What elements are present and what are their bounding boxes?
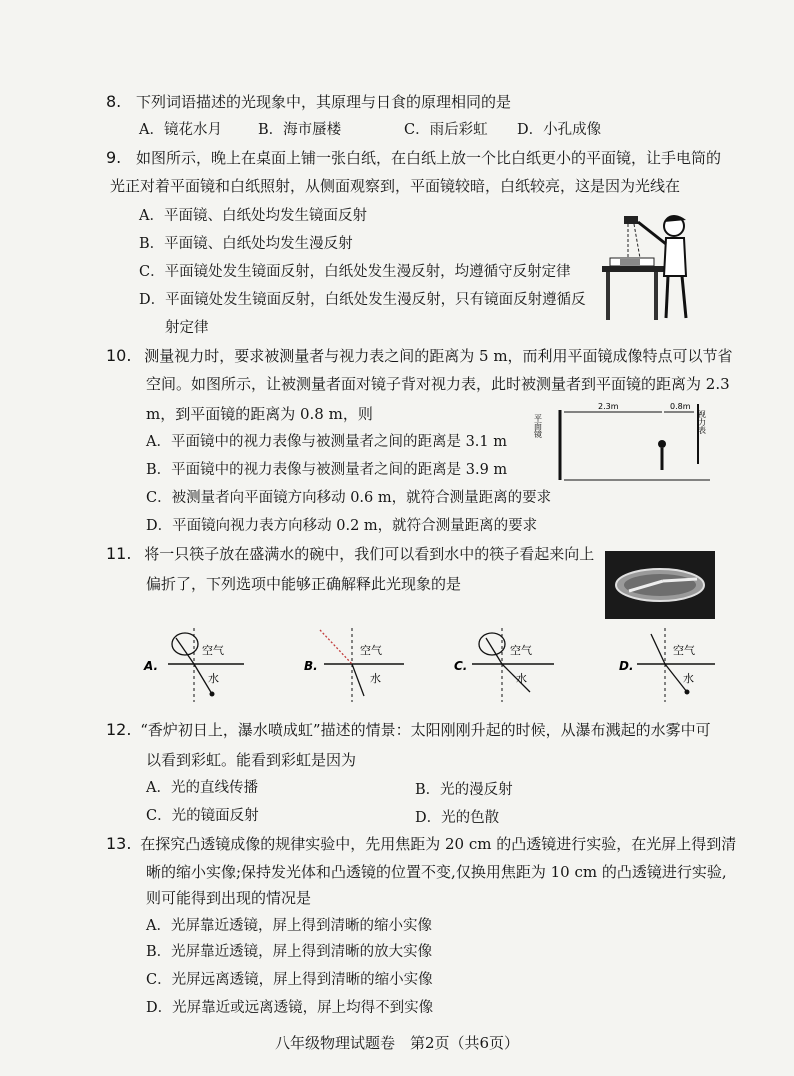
water-label: 水 bbox=[516, 672, 527, 685]
person-leg bbox=[666, 276, 668, 318]
light-ray bbox=[634, 224, 640, 258]
option-label: A. bbox=[144, 659, 159, 673]
option-b: B．光的漫反射 bbox=[415, 782, 513, 798]
refraction-option-b bbox=[300, 624, 410, 706]
option-a: A．光屏靠近透镜，屏上得到清晰的缩小实像 bbox=[146, 918, 432, 934]
option-d: D．平面镜处发生镜面反射，白纸处发生漫反射，只有镜面反射遵循反 bbox=[139, 292, 586, 308]
question-number: 8. bbox=[106, 92, 122, 111]
person-leg bbox=[682, 276, 686, 318]
person-head bbox=[658, 440, 666, 448]
water-surface bbox=[624, 574, 696, 596]
question-number: 13. bbox=[106, 834, 132, 853]
eye-icon bbox=[479, 633, 505, 655]
option-label: C. bbox=[454, 659, 468, 673]
question-stem-line: 以看到彩虹。能看到彩虹是因为 bbox=[146, 751, 357, 769]
light-ray bbox=[486, 638, 502, 664]
question-number: 12. bbox=[106, 720, 132, 739]
option-label: B. bbox=[304, 659, 318, 673]
question-11 bbox=[106, 544, 594, 564]
option-a: A．平面镜中的视力表像与被测量者之间的距离是 3.1 m bbox=[146, 434, 507, 450]
question-stem-line: “香炉初日上，瀑水喷成虹”描述的情景：太阳刚刚升起的时候，从瀑布溅起的水雾中可 bbox=[140, 721, 711, 739]
option-c: C．光的镜面反射 bbox=[146, 808, 259, 824]
chopstick-bowl-photo bbox=[605, 551, 715, 619]
distance-label: 2.3m bbox=[598, 402, 619, 411]
eye-chart-label: 视力表 bbox=[697, 410, 707, 434]
question-stem-line: m，到平面镜的距离为 0.8 m，则 bbox=[146, 405, 373, 423]
question-13 bbox=[106, 834, 736, 854]
question-stem-line: 如图所示，晚上在桌面上铺一张白纸，在白纸上放一个比白纸更小的平面镜，让手电筒的 bbox=[136, 149, 722, 167]
person-arm bbox=[638, 222, 666, 244]
eye-chart-distance-figure bbox=[534, 400, 714, 482]
option-c: C．被测量者向平面镜方向移动 0.6 m，就符合测量距离的要求 bbox=[146, 490, 552, 506]
mirror-label: 平面镜 bbox=[534, 414, 543, 438]
refraction-option-d bbox=[615, 624, 725, 706]
refraction-option-a bbox=[140, 624, 250, 706]
question-stem: 下列词语描述的光现象中，其原理与日食的原理相同的是 bbox=[136, 93, 512, 111]
table-leg bbox=[654, 272, 658, 320]
question-number: 10. bbox=[106, 346, 132, 365]
question-12 bbox=[106, 720, 711, 740]
object-point bbox=[210, 692, 215, 697]
option-d-continued: 射定律 bbox=[165, 320, 209, 336]
option-label: D. bbox=[619, 659, 634, 673]
question-stem-line: 将一只筷子放在盛满水的碗中，我们可以看到水中的筷子看起来向上 bbox=[144, 545, 595, 563]
table-leg bbox=[606, 272, 610, 320]
question-stem-line: 光正对着平面镜和白纸照射，从侧面观察到，平面镜较暗，白纸较亮，这是因为光线在 bbox=[110, 177, 681, 195]
option-c: C．光屏远离透镜，屏上得到清晰的缩小实像 bbox=[146, 972, 433, 988]
air-label: 空气 bbox=[202, 644, 224, 657]
question-stem-line: 偏折了，下列选项中能够正确解释此光现象的是 bbox=[146, 575, 462, 593]
option-c: C．平面镜处发生镜面反射，白纸处发生漫反射，均遵循守反射定律 bbox=[139, 264, 571, 280]
question-10 bbox=[106, 346, 733, 366]
flashlight-experiment-figure bbox=[600, 204, 700, 324]
light-ray bbox=[651, 634, 665, 664]
option-d: D．平面镜向视力表方向移动 0.2 m，就符合测量距离的要求 bbox=[146, 518, 538, 534]
water-label: 水 bbox=[683, 672, 694, 685]
light-ray bbox=[176, 638, 194, 664]
light-ray bbox=[320, 630, 352, 664]
question-number: 9. bbox=[106, 148, 122, 167]
option-b: B．平面镜中的视力表像与被测量者之间的距离是 3.9 m bbox=[146, 462, 508, 478]
option-c: C．雨后彩虹 bbox=[404, 122, 488, 138]
distance-label: 0.8m bbox=[670, 402, 691, 411]
question-stem-line: 在探究凸透镜成像的规律实验中，先用焦距为 20 cm 的凸透镜进行实验，在光屏上得到清 bbox=[140, 835, 737, 853]
question-8 bbox=[106, 92, 511, 112]
flashlight-icon bbox=[624, 216, 638, 224]
option-d: D．光的色散 bbox=[415, 810, 500, 826]
question-stem-line: 测量视力时，要求被测量者与视力表之间的距离为 5 m，而利用平面镜成像特点可以节省 bbox=[144, 347, 733, 365]
object-point bbox=[685, 690, 690, 695]
option-b: B．光屏靠近透镜，屏上得到清晰的放大实像 bbox=[146, 944, 433, 960]
option-a: A．平面镜、白纸处均发生镜面反射 bbox=[139, 208, 367, 224]
refraction-option-c bbox=[450, 624, 560, 706]
option-a: A．镜花水月 bbox=[139, 122, 222, 138]
water-label: 水 bbox=[208, 672, 219, 685]
option-d: D．光屏靠近或远离透镜，屏上均得不到实像 bbox=[146, 1000, 434, 1016]
question-stem-line: 空间。如图所示，让被测量者面对镜子背对视力表，此时被测量者到平面镜的距离为 2.3 bbox=[146, 375, 730, 393]
question-number: 11. bbox=[106, 544, 132, 563]
option-a: A．光的直线传播 bbox=[146, 780, 258, 796]
question-stem-line: 则可能得到出现的情况是 bbox=[146, 889, 312, 907]
option-b: B．平面镜、白纸处均发生漫反射 bbox=[139, 236, 353, 252]
mirror-icon bbox=[620, 259, 640, 265]
air-label: 空气 bbox=[510, 644, 532, 657]
water-label: 水 bbox=[370, 672, 381, 685]
table-top bbox=[602, 266, 664, 272]
page-footer: 八年级物理试题卷 第2页（共6页） bbox=[274, 1034, 520, 1052]
option-b: B．海市蜃楼 bbox=[258, 122, 342, 138]
air-label: 空气 bbox=[360, 644, 382, 657]
person-body bbox=[664, 238, 686, 276]
question-stem-line: 晰的缩小实像;保持发光体和凸透镜的位置不变,仅换用焦距为 10 cm 的凸透镜进行实验, bbox=[146, 863, 727, 881]
light-ray bbox=[352, 664, 364, 696]
option-d: D．小孔成像 bbox=[517, 122, 602, 138]
question-9 bbox=[106, 148, 721, 168]
chopstick-icon bbox=[663, 579, 697, 581]
air-label: 空气 bbox=[673, 644, 695, 657]
